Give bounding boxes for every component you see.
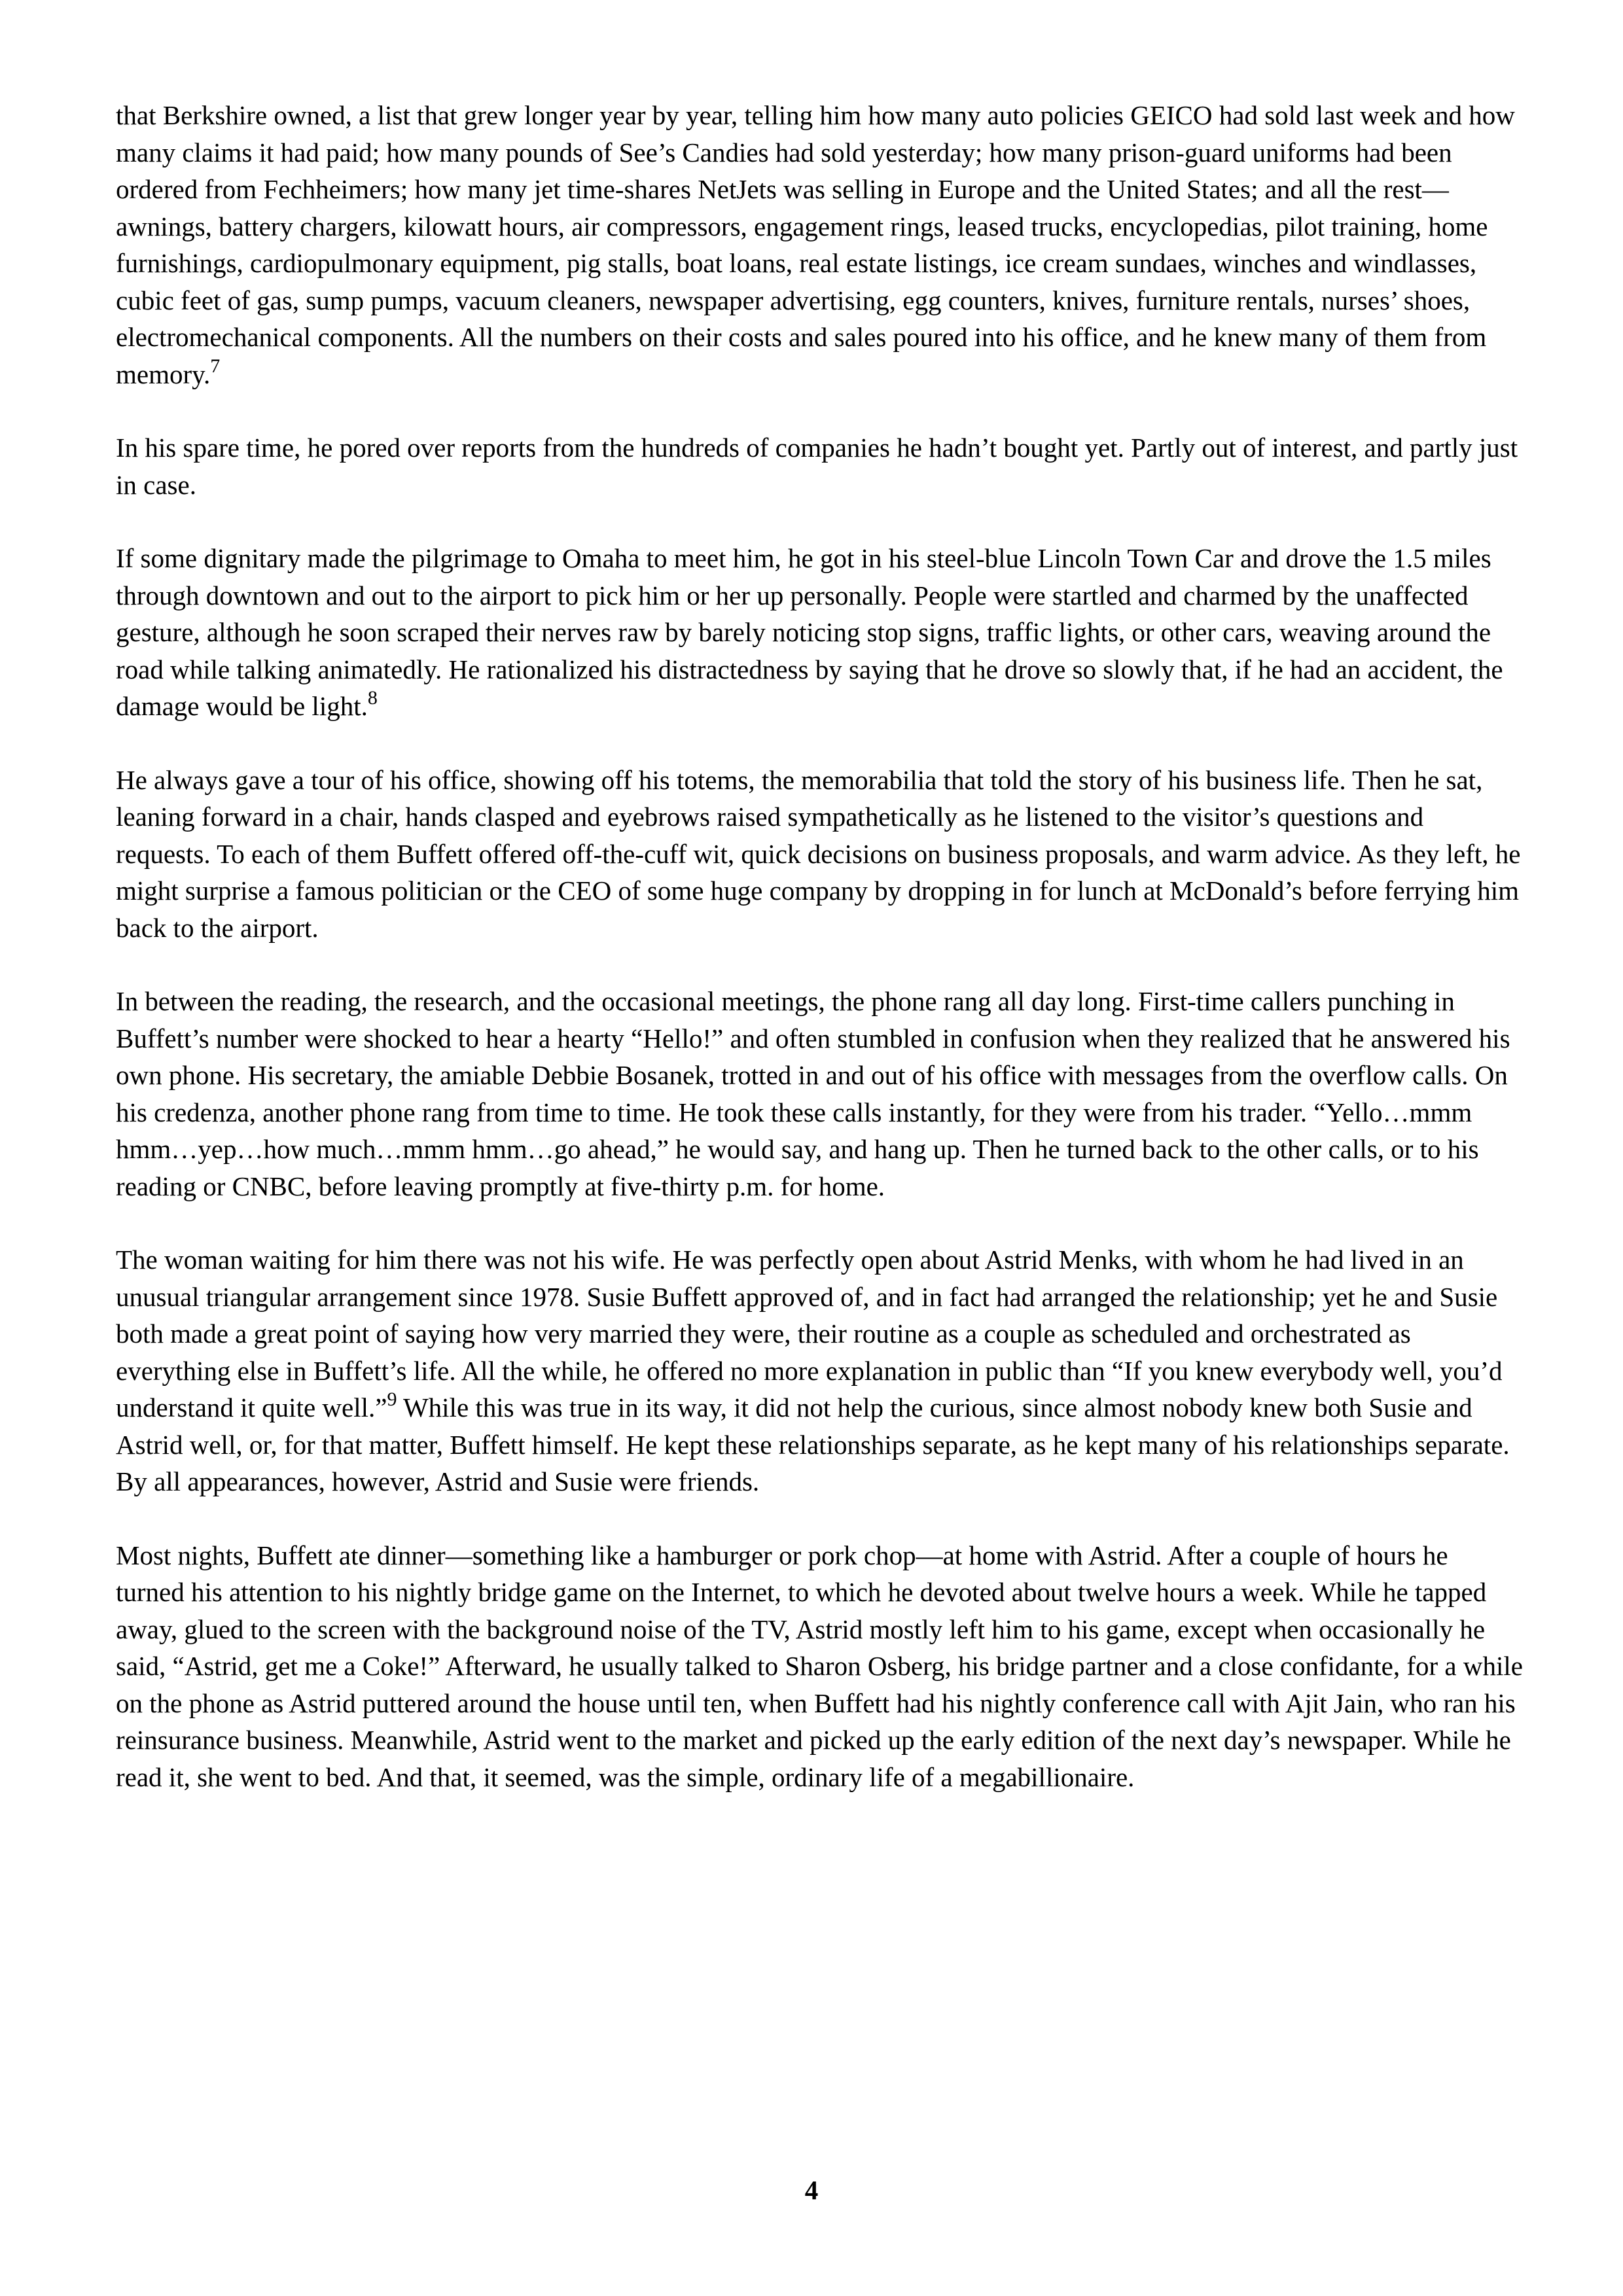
paragraph-6-text-continued: While this was true in its way, it did not help the curious, since almost nobody knew both Susie and Astrid well, or, for that matter, Buffett himself. He kept these relationships separate, as he kept many of his relationships separate. By all appearances, however, Astrid and Susie were friends. bbox=[116, 1392, 1510, 1496]
paragraph-3-text: If some dignitary made the pilgrimage to Omaha to meet him, he got in his steel-blue Lincoln Town Car and drove the 1.5 miles through downtown and out to the airport to pick him or her up personally. People were startled and charmed by the unaffected gesture, although he soon scraped their nerves raw by barely noticing stop signs, traffic lights, or other cars, weaving around the road while talking animatedly. He rationalized his distractedness by saying that he drove so slowly that, if he had an accident, the damage would be light. bbox=[116, 543, 1503, 721]
footnote-marker-7[interactable]: 7 bbox=[210, 355, 221, 377]
footnote-marker-9[interactable]: 9 bbox=[387, 1388, 397, 1410]
document-page bbox=[116, 97, 1523, 1832]
paragraph-2-text: In his spare time, he pored over reports from the hundreds of companies he hadn’t bought yet. Partly out of interest, and partly just in case. bbox=[116, 433, 1518, 500]
page-number: 4 bbox=[804, 2175, 819, 2205]
paragraph-7 bbox=[116, 1537, 1523, 1796]
paragraph-5-text: In between the reading, the research, and the occasional meetings, the phone rang all day long. First-time callers punching in Buffett’s number were shocked to hear a hearty “Hello!” and often stumbled in confusion when they realized that he answered his own phone. His secretary, the amiable Debbie Bosanek, trotted in and out of his office with messages from the overflow calls. On his credenza, another phone rang from time to time. He took these calls instantly, for they were from his trader. “Yello…mmm hmm…yep…how much…mmm hmm…go ahead,” he would say, and hang up. Then he turned back to the other calls, or to his reading or CNBC, before leaving promptly at five-thirty p.m. for home. bbox=[116, 986, 1510, 1201]
paragraph-7-text: Most nights, Buffett ate dinner—something like a hamburger or pork chop—at home with Astrid. After a couple of hours he turned his attention to his nightly bridge game on the Internet, to which he devoted about twelve hours a week. While he tapped away, glued to the screen with the background noise of the TV, Astrid mostly left him to his game, except when occasionally he said, “Astrid, get me a Coke!” Afterward, he usually talked to Sharon Osberg, his bridge partner and a close confidante, for a while on the phone as Astrid puttered around the house until ten, when Buffett had his nightly conference call with Ajit Jain, who ran his reinsurance business. Meanwhile, Astrid went to the market and picked up the early edition of the next day’s newspaper. While he read it, she went to bed. And that, it seemed, was the simple, ordinary life of a megabillionaire. bbox=[116, 1540, 1523, 1792]
paragraph-1-text: that Berkshire owned, a list that grew longer year by year, telling him how many auto policies GEICO had sold last week and how many claims it had paid; how many pounds of See’s Candies had sold yesterday; how many prison-guard uniforms had been ordered from Fechheimers; how many jet time-shares NetJets was selling in Europe and the United States; and all the rest—awnings, battery chargers, kilowatt hours, air compressors, engagement rings, leased trucks, encyclopedias, pilot training, home furnishings, cardiopulmonary equipment, pig stalls, boat loans, real estate listings, ice cream sundaes, winches and windlasses, cubic feet of gas, sump pumps, vacuum cleaners, newspaper advertising, egg counters, knives, furniture rentals, nurses’ shoes, electromechanical components. All the numbers on their costs and sales poured into his office, and he knew many of them from memory. bbox=[116, 100, 1515, 389]
paragraph-4 bbox=[116, 762, 1523, 947]
footnote-marker-8[interactable]: 8 bbox=[367, 687, 378, 709]
paragraph-1 bbox=[116, 97, 1523, 393]
paragraph-2 bbox=[116, 429, 1523, 503]
paragraph-4-text: He always gave a tour of his office, showing off his totems, the memorabilia that told the story of his business life. Then he sat, leaning forward in a chair, hands clasped and eyebrows raised sympathetically as he listened to the visitor’s questions and requests. To each of them Buffett offered off-the-cuff wit, quick decisions on business proposals, and warm advice. As they left, he might surprise a famous politician or the CEO of some huge company by dropping in for lunch at McDonald’s before ferrying him back to the airport. bbox=[116, 764, 1521, 943]
paragraph-6-text: The woman waiting for him there was not his wife. He was perfectly open about Astrid Menks, with whom he had lived in an unusual triangular arrangement since 1978. Susie Buffett approved of, and in fact had arranged the relationship; yet he and Susie both made a great point of saying how very married they were, their routine as a couple as scheduled and orchestrated as everything else in Buffett’s life. All the while, he offered no more explanation in public than “If you knew everybody well, you’d understand it quite well.” bbox=[116, 1245, 1503, 1422]
paragraph-3 bbox=[116, 540, 1523, 725]
paragraph-6 bbox=[116, 1241, 1523, 1500]
paragraph-5 bbox=[116, 983, 1523, 1205]
